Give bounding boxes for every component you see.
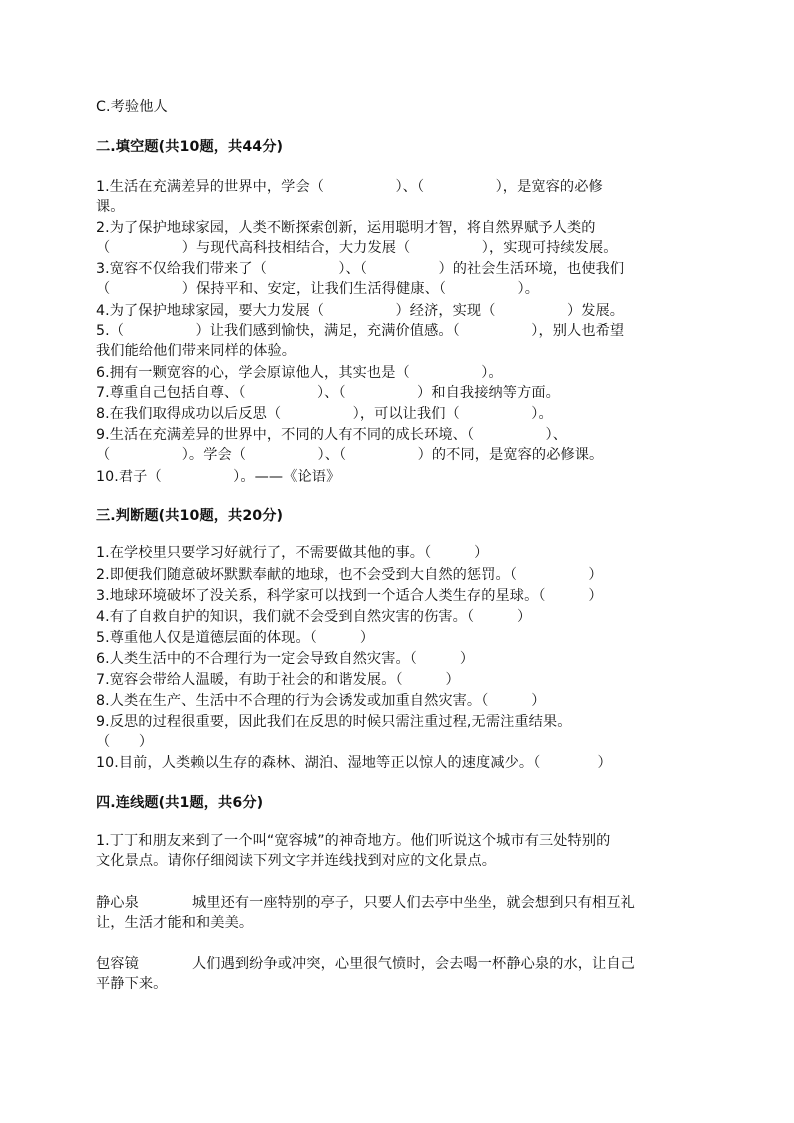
fill-q5-line2: 我们能给他们带来同样的体验。 (96, 343, 297, 359)
judge-q10: 10.目前，人类赖以生存的森林、湖泊、湿地等正以惊人的速度减少。（ ） (96, 755, 612, 771)
document-page (96, 0, 696, 1123)
judge-q8: 8.人类在生产、生活中不合理的行为会诱发或加重自然灾害。（ ） (96, 693, 546, 709)
fill-q4: 4.为了保护地球家园，要大力发展（ ）经济，实现（ ）发展。 (96, 303, 625, 319)
option-c: C.考验他人 (96, 99, 168, 115)
match-desc-2-line1: 人们遇到纷争或冲突，心里很气愤时，会去喝一杯静心泉的水，让自己 (192, 956, 635, 972)
fill-q8: 8.在我们取得成功以后反思（ ），可以让我们（ ）。 (96, 406, 553, 422)
fill-q1-line1: 1.生活在充满差异的世界中，学会（ ）、（ ），是宽容的必修 (96, 179, 603, 195)
judge-q9-line2: （ ） (96, 734, 154, 750)
judge-q1: 1.在学校里只要学习好就行了，不需要做其他的事。（ ） (96, 545, 489, 561)
match-desc-2-line2: 平静下来。 (96, 976, 168, 992)
fill-q5-line1: 5.（ ）让我们感到愉快，满足，充满价值感。（ ），别人也希望 (96, 323, 625, 339)
judge-q5: 5.尊重他人仅是道德层面的体现。（ ） (96, 630, 375, 646)
match-intro-line1: 1.丁丁和朋友来到了一个叫“宽容城”的神奇地方。他们听说这个城市有三处特别的 (96, 833, 611, 849)
judge-q7: 7.宽容会带给人温暖，有助于社会的和谐发展。（ ） (96, 672, 460, 688)
judge-q4: 4.有了自救自护的知识，我们就不会受到自然灾害的伤害。（ ） (96, 609, 532, 625)
fill-q1-line2: 课。 (96, 199, 125, 215)
judge-q6: 6.人类生活中的不合理行为一定会导致自然灾害。（ ） (96, 651, 475, 667)
match-term-1: 静心泉 (96, 895, 139, 911)
fill-q9-line1: 9.生活在充满差异的世界中，不同的人有不同的成长环境、（ ）、 (96, 427, 568, 443)
fill-q10: 10.君子（ ）。——《论语》 (96, 469, 341, 485)
judge-q2: 2.即便我们随意破坏默默奉献的地球，也不会受到大自然的惩罚。（ ） (96, 567, 603, 583)
match-desc-1-line1: 城里还有一座特别的亭子，只要人们去亭中坐坐，就会想到只有相互礼 (192, 895, 635, 911)
fill-q2-line1: 2.为了保护地球家园，人类不断探索创新，运用聪明才智，将自然界赋予人类的 (96, 220, 596, 236)
fill-q3-line1: 3.宽容不仅给我们带来了（ ）、（ ）的社会生活环境，也使我们 (96, 261, 625, 277)
section-4-title: 四.连线题(共1题，共6分) (96, 795, 264, 811)
fill-q3-line2: （ ）保持平和、安定，让我们生活得健康、（ ）。 (96, 281, 540, 297)
match-intro-line2: 文化景点。请你仔细阅读下列文字并连线找到对应的文化景点。 (96, 853, 497, 869)
fill-q2-line2: （ ）与现代高科技相结合，大力发展（ ），实现可持续发展。 (96, 240, 618, 256)
section-2-title: 二.填空题(共10题，共44分) (96, 139, 284, 155)
match-item-2-line1 (96, 954, 635, 974)
judge-q9-line1: 9.反思的过程很重要，因此我们在反思的时候只需注重过程,无需注重结果。 (96, 714, 572, 730)
match-desc-1-line2: 让，生活才能和和美美。 (96, 915, 254, 931)
judge-q3: 3.地球环境破坏了没关系，科学家可以找到一个适合人类生存的星球。（ ） (96, 588, 603, 604)
match-item-1-line1 (96, 893, 635, 913)
section-3-title: 三.判断题(共10题，共20分) (96, 508, 284, 524)
fill-q9-line2: （ ）。学会（ ）、（ ）的不同，是宽容的必修课。 (96, 447, 604, 463)
match-term-2: 包容镜 (96, 956, 139, 972)
fill-q6: 6.拥有一颗宽容的心，学会原谅他人，其实也是（ ）。 (96, 365, 503, 381)
fill-q7: 7.尊重自己包括自尊、（ ）、（ ）和自我接纳等方面。 (96, 385, 560, 401)
